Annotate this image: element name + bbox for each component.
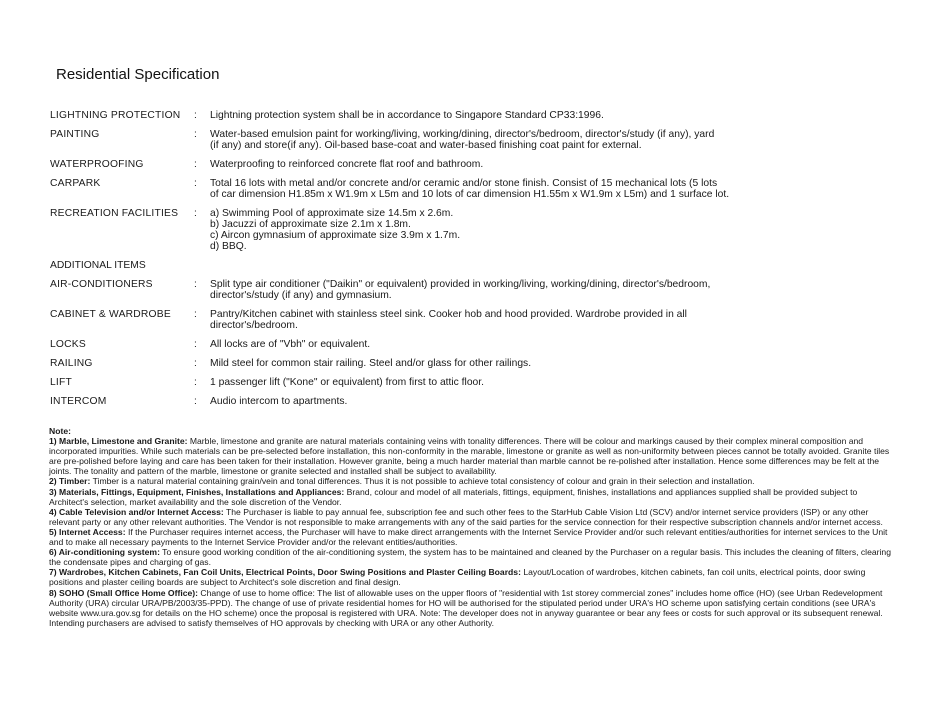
spec-value — [210, 159, 898, 178]
spec-value-line: Water-based emulsion paint for working/living, working/dining, director's/bedroom, director's/study (if any), yard — [210, 129, 715, 140]
spec-row — [50, 208, 898, 260]
note-text: Brand, colour and model of all materials, fittings, equipment, finishes, installations and appliances supplied shall be provided subject to Architect's selection, market availability and the sole discretion of the Vendor. — [49, 486, 858, 507]
spec-colon: : — [194, 129, 197, 140]
note-item — [49, 588, 895, 628]
spec-colon: : — [194, 279, 197, 290]
spec-value-line: Pantry/Kitchen cabinet with stainless steel sink. Cooker hob and hood provided. Wardrobe provided in all — [210, 309, 687, 320]
spec-value-line: 1 passenger lift ("Kone" or equivalent) from first to attic floor. — [210, 377, 485, 388]
spec-value — [210, 396, 898, 415]
spec-label: RECREATION FACILITIES — [50, 208, 179, 219]
note-item — [49, 567, 895, 587]
spec-row — [50, 279, 898, 309]
spec-value-line: Waterproofing to reinforced concrete flat roof and bathroom. — [210, 159, 484, 170]
spec-value — [210, 377, 898, 396]
spec-colon: : — [194, 339, 197, 350]
spec-label: AIR-CONDITIONERS — [50, 279, 153, 290]
spec-label: LIFT — [50, 377, 72, 388]
spec-row — [50, 377, 898, 396]
note-item — [49, 527, 895, 547]
spec-value-line: Lightning protection system shall be in accordance to Singapore Standard CP33:1996. — [210, 110, 604, 121]
note-item — [49, 547, 895, 567]
spec-colon: : — [194, 208, 197, 219]
spec-value-line: Audio intercom to apartments. — [210, 396, 348, 407]
spec-value-line: Mild steel for common stair railing. Steel and/or glass for other railings. — [210, 358, 532, 369]
note-heading: 4) Cable Television and/or Internet Access: — [49, 506, 224, 517]
note-text: If the Purchaser requires internet access, the Purchaser will have to make direct arrangements with the Internet Service Provider and/or such relevant entities/authorities for internet services to the Unit and to make all necessary payments to the Internet Service Provider and/or the relevant entities/authorities. — [49, 526, 888, 548]
spec-label: LIGHTNING PROTECTION — [50, 110, 181, 121]
spec-value — [210, 178, 898, 208]
spec-row — [50, 178, 898, 208]
spec-label: INTERCOM — [50, 396, 107, 407]
spec-colon: : — [194, 396, 197, 407]
spec-value-line: a) Swimming Pool of approximate size 14.5m x 2.6m. — [210, 208, 454, 219]
spec-value-line: (if any) and store(if any). Oil-based base-coat and water-based finishing coat paint for external. — [210, 140, 642, 151]
spec-label: CABINET & WARDROBE — [50, 309, 171, 320]
spec-colon: : — [194, 178, 197, 189]
note-text: The Purchaser is liable to pay annual fee, subscription fee and such other fees to the StarHub Cable Vision Ltd (SCV) and/or internet service providers (ISP) or any other relevant party or any other relevant authorities. The Vendor is not responsible to make arrangements with any of the said parties for the service connection for their respective subscription channels and/or internet access. — [49, 506, 883, 527]
spec-colon: : — [194, 309, 197, 320]
spec-label: RAILING — [50, 358, 93, 369]
spec-value-line: d) BBQ. — [210, 241, 247, 252]
spec-label: WATERPROOFING — [50, 159, 144, 170]
note-text: Layout/Location of wardrobes, kitchen cabinets, fan coil units, electrical points, door swing positions and plaster ceiling boards are subject to Architect's sole discretion and final design. — [49, 567, 866, 588]
note-item — [49, 507, 895, 527]
page-title: Residential Specification — [56, 66, 220, 83]
additional-items-row — [50, 260, 898, 279]
spec-label: LOCKS — [50, 339, 86, 350]
notes-section — [49, 426, 895, 628]
note-item — [49, 487, 895, 507]
spec-row — [50, 309, 898, 339]
note-heading: 3) Materials, Fittings, Equipment, Finishes, Installations and Appliances: — [49, 486, 345, 497]
spec-value-line: c) Aircon gymnasium of approximate size 3.9m x 1.7m. — [210, 230, 461, 241]
spec-value-line: of car dimension H1.85m x W1.9m x L5m and 10 lots of car dimension H1.55m x W1.9m x L5m) and 1 surface lot. — [210, 189, 730, 200]
note-heading: 8) SOHO (Small Office Home Office): — [49, 587, 198, 598]
note-heading: 7) Wardrobes, Kitchen Cabinets, Fan Coil Units, Electrical Points, Door Swing Positions and Plaster Ceiling Boards: — [49, 567, 521, 578]
spec-row — [50, 396, 898, 415]
note-text: Timber is a natural material containing grain/vein and tonal differences. Thus it is not possible to achieve total consistency of colour and grain in their selection and installation. — [90, 476, 755, 487]
note-text: Change of use to home office: The list of allowable uses on the upper floors of "residential with 1st storey commercial zones" includes home office (HO) (see Urban Redevelopment Authority (URA) circular URA/PB/2003/35-PPD). The change of use of private residential homes for HO will be authorised for the stipulated period under URA's HO scheme upon satisfying certain conditions (see URA's website www.ura.gov.sg for details on the HO scheme) once the proposal is registered with URA. Note: The developer does not in anyway guarantee or bear any fees or costs for such approval or its subsequent renewal. Intending purchasers are advised to satisfy themselves of HO approvals by checking with URA or any other Authority. — [49, 587, 883, 628]
note-item — [49, 476, 895, 486]
spec-colon: : — [194, 110, 197, 121]
additional-items-heading: ADDITIONAL ITEMS — [50, 260, 146, 271]
spec-value-line: director's/study (if any) and gymnasium. — [210, 290, 392, 301]
note-heading: 5) Internet Access: — [49, 526, 126, 537]
spec-value-line: Split type air conditioner ("Daikin" or equivalent) provided in working/living, working/dining, director's/bedroom, — [210, 279, 711, 290]
spec-value — [210, 339, 898, 358]
spec-row — [50, 159, 898, 178]
spec-row — [50, 358, 898, 377]
specification-table — [50, 110, 898, 415]
spec-value — [210, 129, 898, 159]
note-heading: 2) Timber: — [49, 476, 91, 487]
spec-value — [210, 208, 898, 260]
spec-value — [210, 279, 898, 309]
spec-row — [50, 129, 898, 159]
spec-value — [210, 110, 898, 129]
note-heading: 6) Air-conditioning system: — [49, 547, 160, 558]
spec-value-line: All locks are of "Vbh" or equivalent. — [210, 339, 371, 350]
spec-colon: : — [194, 358, 197, 369]
note-heading: 1) Marble, Limestone and Granite: — [49, 436, 188, 447]
spec-colon: : — [194, 159, 197, 170]
notes-title: Note: — [49, 426, 71, 436]
spec-value — [210, 309, 898, 339]
note-item — [49, 436, 895, 476]
note-text: To ensure good working condition of the air-conditioning system, the system has to be maintained and cleaned by the Purchaser on a regular basis. This includes the cleaning of filters, clearing the condensate pipes and charging of gas. — [49, 547, 891, 568]
spec-value — [210, 358, 898, 377]
spec-value-line: b) Jacuzzi of approximate size 2.1m x 1.8m. — [210, 219, 411, 230]
spec-label: CARPARK — [50, 178, 101, 189]
spec-row — [50, 110, 898, 129]
spec-label: PAINTING — [50, 129, 100, 140]
spec-value-line: Total 16 lots with metal and/or concrete and/or ceramic and/or stone finish. Consist of 15 mechanical lots (5 lots — [210, 178, 718, 189]
spec-row — [50, 339, 898, 358]
spec-colon: : — [194, 377, 197, 388]
spec-value-line: director's/bedroom. — [210, 320, 298, 331]
note-text: Marble, limestone and granite are natural materials containing veins with tonality differences. There will be colour and markings caused by their complex mineral composition and incorporated impurities. While such materials can be pre-selected before installation, this non-conformity in the marable, limestone or granite as well as non-uniformity between pieces cannot be totally avoided. Granite tiles are pre-polished before laying and care has been taken for their installation. However granite, being a much harder material than marble cannot be re-polished after installation. Hence some differences may be felt at the joints. The tonality and pattern of the marble, limestone or granite selected and installed shall be subject to availability. — [49, 436, 890, 477]
